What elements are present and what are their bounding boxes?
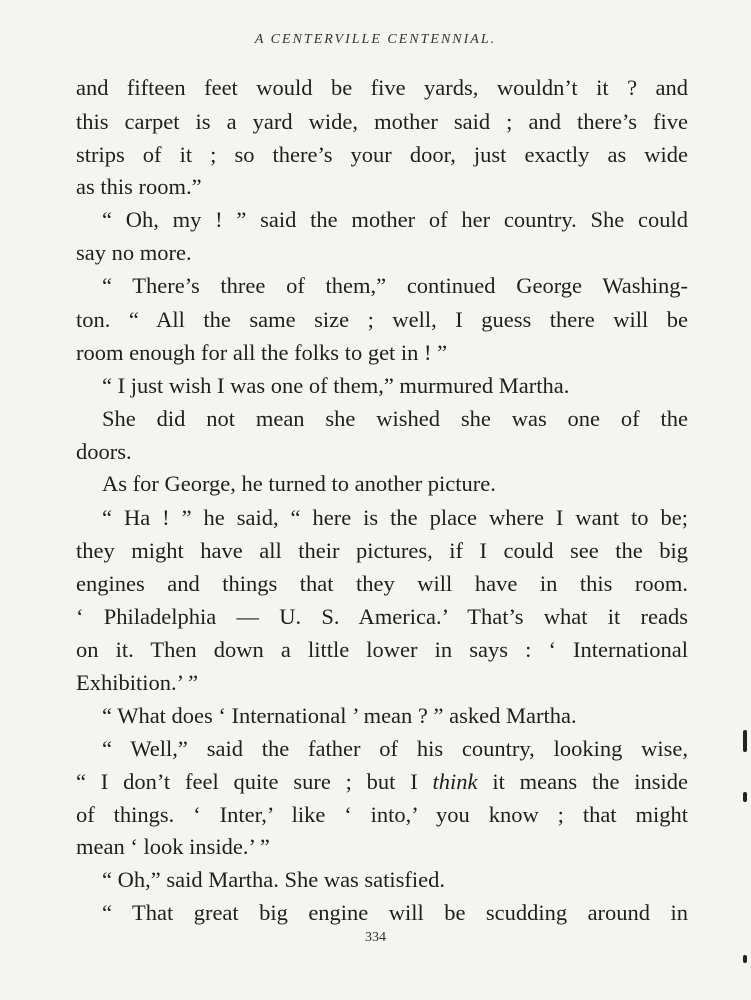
page-number: 334: [365, 930, 386, 945]
text-line: She did not mean she wished she was one of the: [102, 406, 688, 431]
italic-word: think: [432, 769, 478, 794]
text-line: As for George, he turned to another picture.: [102, 471, 496, 496]
text-line: “ Well,” said the father of his country, looking wise,: [102, 736, 688, 761]
text-line: of things. ‘ Inter,’ like ‘ into,’ you know ; that might: [76, 802, 688, 827]
text-line: they might have all their pictures, if I could see the big: [76, 538, 688, 563]
text-line: on it. Then down a little lower in says : ‘ International: [76, 637, 688, 662]
text-line: “ I just wish I was one of them,” murmured Martha.: [102, 373, 570, 398]
text-line: “ There’s three of them,” continued George Washing-: [102, 273, 688, 298]
text-line: ‘ Philadelphia — U. S. America.’ That’s what it reads: [76, 604, 688, 629]
text-line: Exhibition.’ ”: [76, 670, 199, 695]
text-line: mean ‘ look inside.’ ”: [76, 834, 270, 859]
running-head: A CENTERVILLE CENTENNIAL.: [254, 32, 497, 47]
text-run: it means the inside: [492, 769, 688, 794]
text-line: “ Oh, my ! ” said the mother of her country. She could: [102, 207, 688, 232]
scan-edge-mark: [743, 955, 747, 963]
text-line: ton. “ All the same size ; well, I guess there will be: [76, 307, 688, 332]
text-line-with-italic: [76, 767, 688, 797]
text-line: doors.: [76, 439, 132, 464]
text-line: “ What does ‘ International ’ mean ? ” asked Martha.: [102, 703, 577, 728]
text-line: and fifteen feet would be five yards, wouldn’t it ? and: [76, 75, 688, 100]
text-line: engines and things that they will have in this room.: [76, 571, 688, 596]
text-line: strips of it ; so there’s your door, just exactly as wide: [76, 142, 688, 167]
text-line: this carpet is a yard wide, mother said ; and there’s five: [76, 109, 688, 134]
text-run: “ I don’t feel quite sure ; but I: [76, 769, 418, 794]
text-line: “ Oh,” said Martha. She was satisfied.: [102, 867, 446, 892]
text-line: “ Ha ! ” he said, “ here is the place where I want to be;: [102, 505, 688, 530]
scan-edge-mark: [743, 730, 747, 752]
text-line: room enough for all the folks to get in ! ”: [76, 340, 448, 365]
scan-edge-mark: [743, 792, 747, 802]
text-line: say no more.: [76, 240, 192, 265]
text-line: as this room.”: [76, 174, 202, 199]
text-line: “ That great big engine will be scudding around in: [102, 900, 688, 925]
